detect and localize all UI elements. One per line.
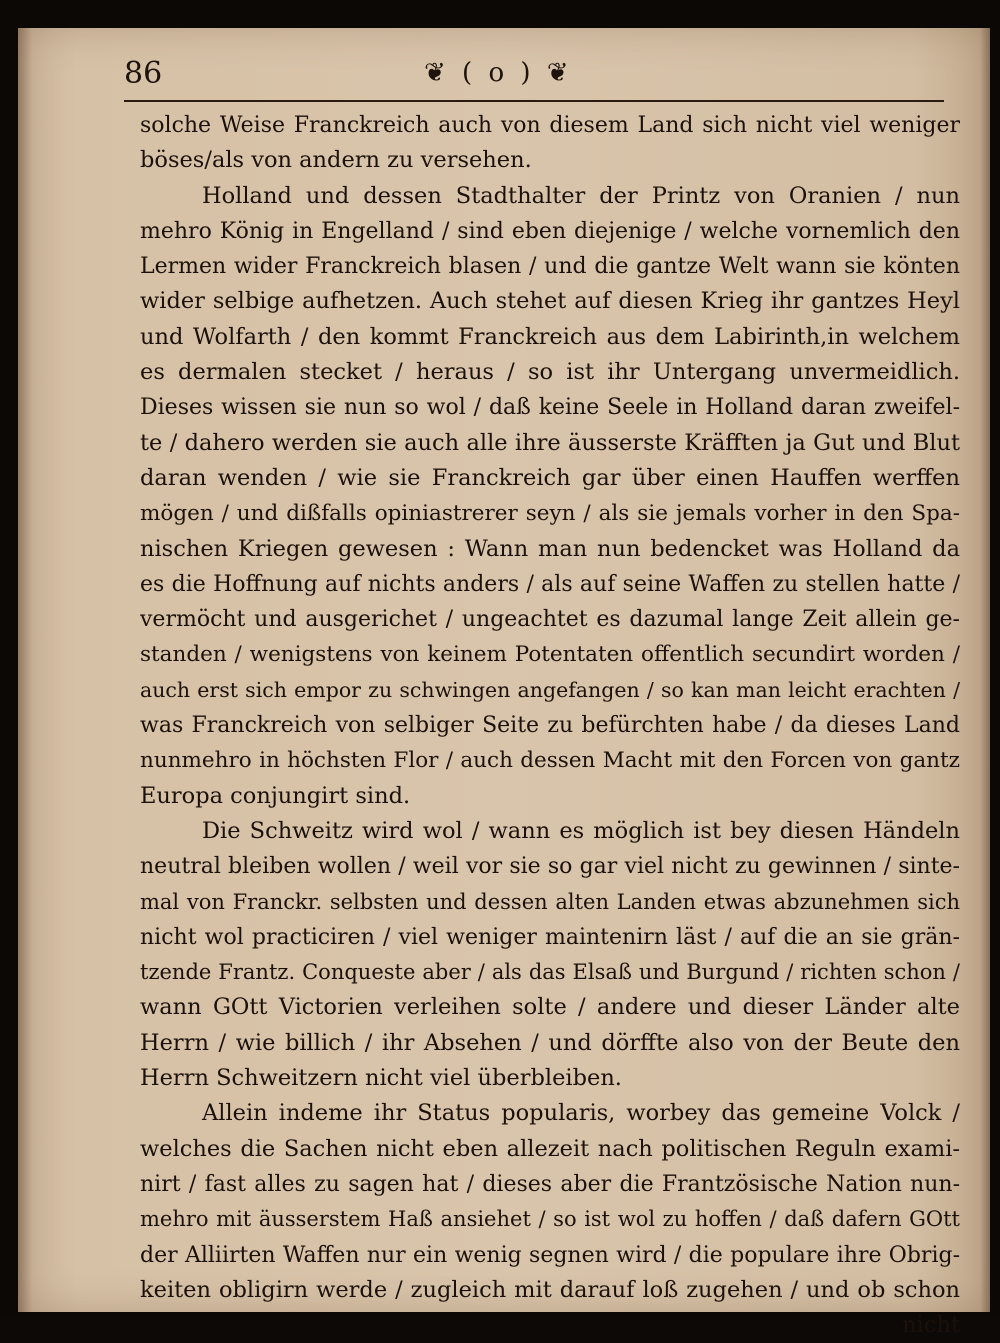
text-line: mal von Franckr. selbsten und dessen alten Landen etwas abzunehmen sich [140, 889, 960, 914]
text-line: nicht [902, 1312, 960, 1339]
text-line: wann GOtt Victorien verleihen solte / andere und dieser Länder alte [140, 994, 960, 1021]
text-line: und Wolfarth / den kommt Franckreich aus dem Labirinth,in welchem [140, 323, 960, 350]
text-line: nischen Kriegen gewesen : Wann man nun bedencket was Holland da [140, 535, 960, 562]
text-line: Herrn / wie billich / ihr Absehen / und dörffte also von der Beute den [140, 1029, 960, 1056]
text-line: wider selbige aufhetzen. Auch stehet auf diesen Krieg ihr gantzes Heyl [140, 288, 960, 315]
text-line: te / dahero werden sie auch alle ihre äusserste Kräfften ja Gut und Blut [140, 429, 960, 456]
text-line: was Franckreich von selbiger Seite zu befürchten habe / da dieses Land [140, 713, 960, 739]
text-line: tzende Frantz. Conqueste aber / als das Elsaß und Burgund / richten schon / [140, 960, 960, 985]
text-line: nunmehro in höchsten Flor / auch dessen Macht mit den Forcen von gantz [140, 748, 960, 774]
text-line: vermöcht und ausgerichet / ungeachtet es dazumal lange Zeit allein ge- [140, 607, 960, 633]
text-line: böses/als von andern zu versehen. [140, 147, 532, 174]
text-line: standen / wenigstens von keinem Potentaten offentlich secundirt worden / [140, 642, 960, 668]
text-line: Allein indeme ihr Status popularis, worbey das gemeine Volck / [202, 1100, 960, 1127]
text-line: Dieses wissen sie nun so wol / daß keine Seele in Holland daran zweifel- [140, 395, 960, 421]
header-ornament: ❦ ( o ) ❦ [424, 58, 573, 88]
text-line: nirt / fast alles zu sagen hat / dieses aber die Frantzösische Nation nun- [140, 1171, 960, 1197]
page-edge-shadow [980, 28, 990, 1312]
text-line: keiten obligirn werde / zugleich mit darauf loß zugehen / und ob schon [140, 1276, 960, 1303]
page-number: 86 [124, 56, 163, 91]
text-line: daran wenden / wie sie Franckreich gar über einen Hauffen werffen [140, 464, 960, 491]
text-line: Europa conjungirt sind. [140, 782, 411, 809]
page-spine-shadow [18, 28, 32, 1312]
text-line: mögen / und dißfalls opiniastrerer seyn / als sie jemals vorher in den Spa- [140, 501, 960, 527]
text-line: Holland und dessen Stadthalter der Printz von Oranien / nun [202, 182, 960, 209]
text-line: nicht wol practiciren / viel weniger maintenirn läst / auf die an sie grän- [140, 924, 960, 950]
text-line: mehro König in Engelland / sind eben diejenige / welche vornemlich den [140, 218, 960, 244]
text-line: welches die Sachen nicht eben allezeit nach politischen Reguln exami- [140, 1135, 960, 1162]
text-line: der Alliirten Waffen nur ein wenig segnen wird / die populare ihre Obrig- [140, 1242, 960, 1268]
text-line: mehro mit äusserstem Haß ansiehet / so ist wol zu hoffen / daß dafern GOtt [140, 1207, 960, 1232]
text-line: es die Hoffnung auf nichts anders / als auf seine Waffen zu stellen hatte / [140, 571, 960, 597]
text-line: Die Schweitz wird wol / wann es möglich ist bey diesen Händeln [202, 817, 960, 844]
text-line: solche Weise Franckreich auch von diesem Land sich nicht viel weniger [140, 113, 960, 138]
text-line: es dermalen stecket / heraus / so ist ihr Untergang unvermeidlich. [140, 359, 960, 386]
body-text [140, 108, 960, 1343]
text-line: Herrn Schweitzern nicht viel überbleiben. [140, 1065, 622, 1092]
header-rule [124, 100, 944, 102]
text-line: auch erst sich empor zu schwingen angefangen / so kan man leicht erachten / [140, 677, 960, 702]
text-line: neutral bleiben wollen / weil vor sie so gar viel nicht zu gewinnen / sinte- [140, 854, 960, 880]
page-header [124, 56, 944, 96]
text-line: Lermen wider Franckreich blasen / und die gantze Welt wann sie könten [140, 254, 960, 280]
